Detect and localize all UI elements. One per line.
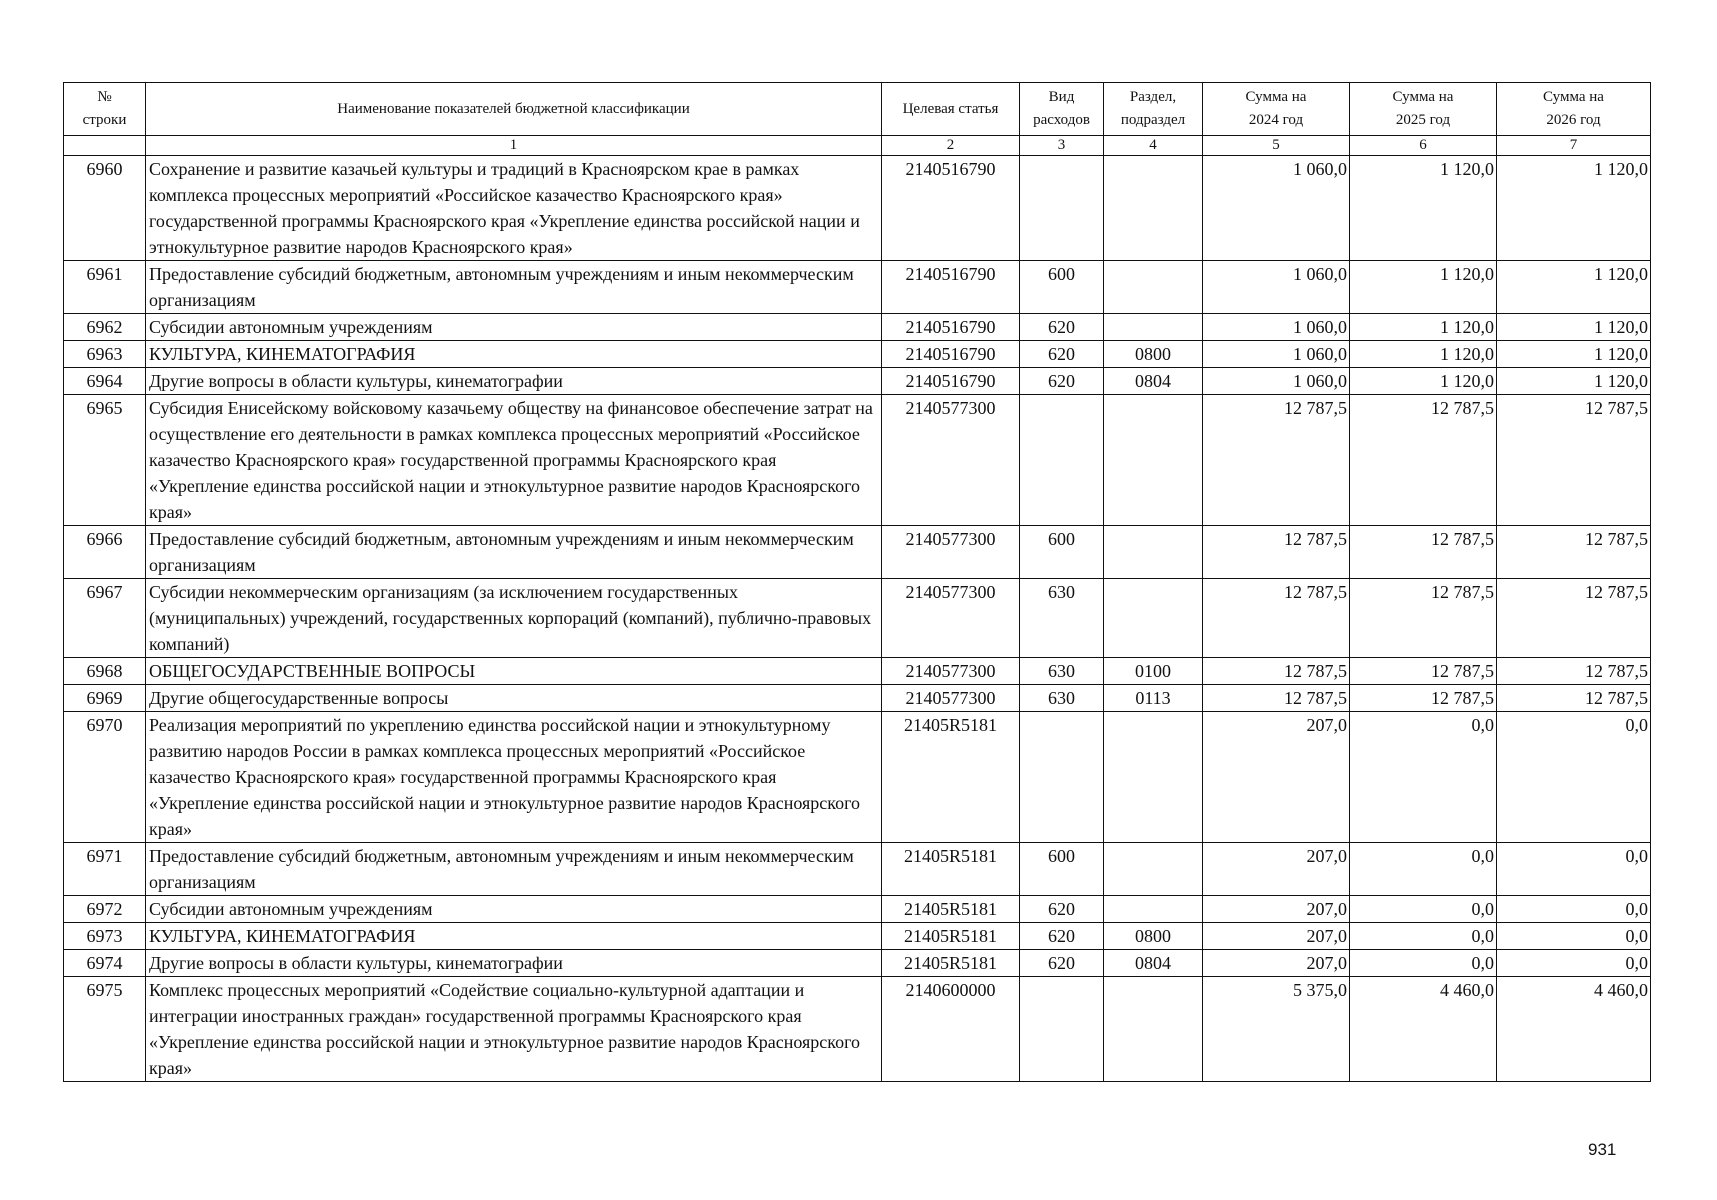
table-row xyxy=(64,712,1651,843)
sum-2025-cell: 0,0 xyxy=(1350,950,1497,977)
column-index: 1 xyxy=(146,136,882,156)
sum-2026-cell: 12 787,5 xyxy=(1497,658,1651,685)
sum-2025-cell: 0,0 xyxy=(1350,843,1497,896)
sum-2026-cell: 0,0 xyxy=(1497,843,1651,896)
name-cell: ОБЩЕГОСУДАРСТВЕННЫЕ ВОПРОСЫ xyxy=(146,658,882,685)
expense-type-cell: 620 xyxy=(1020,341,1104,368)
header-target-article: Целевая статья xyxy=(882,83,1020,136)
sum-2026-cell: 0,0 xyxy=(1497,896,1651,923)
sum-2026-cell: 1 120,0 xyxy=(1497,341,1651,368)
column-index: 7 xyxy=(1497,136,1651,156)
header-sum-2024: Сумма на 2024 год xyxy=(1203,83,1350,136)
column-index: 6 xyxy=(1350,136,1497,156)
sum-2024-cell: 207,0 xyxy=(1203,950,1350,977)
expense-type-cell: 630 xyxy=(1020,658,1104,685)
sum-2026-cell: 12 787,5 xyxy=(1497,685,1651,712)
sum-2025-cell: 4 460,0 xyxy=(1350,977,1497,1082)
table-row xyxy=(64,261,1651,314)
table-row xyxy=(64,156,1651,261)
header-row-number: № строки xyxy=(64,83,146,136)
target-article-cell: 2140516790 xyxy=(882,156,1020,261)
target-article-cell: 2140516790 xyxy=(882,314,1020,341)
name-cell: Комплекс процессных мероприятий «Содействие социально-культурной адаптации и интеграции иностранных граждан» государственной программы Красноярского края «Укрепление единства российской нации и этнокультурное развитие народов Красноярского края» xyxy=(146,977,882,1082)
section-cell xyxy=(1104,712,1203,843)
expense-type-cell: 600 xyxy=(1020,843,1104,896)
row-number-cell: 6968 xyxy=(64,658,146,685)
row-number-cell: 6971 xyxy=(64,843,146,896)
section-cell xyxy=(1104,977,1203,1082)
name-cell: Предоставление субсидий бюджетным, автономным учреждениям и иным некоммерческим организациям xyxy=(146,261,882,314)
sum-2025-cell: 12 787,5 xyxy=(1350,579,1497,658)
column-index: 5 xyxy=(1203,136,1350,156)
table-row xyxy=(64,368,1651,395)
section-cell xyxy=(1104,579,1203,658)
sum-2026-cell: 1 120,0 xyxy=(1497,156,1651,261)
target-article-cell: 2140577300 xyxy=(882,526,1020,579)
table-header-row xyxy=(64,83,1651,136)
sum-2025-cell: 1 120,0 xyxy=(1350,261,1497,314)
expense-type-cell: 620 xyxy=(1020,368,1104,395)
sum-2026-cell: 0,0 xyxy=(1497,950,1651,977)
name-cell: Субсидии автономным учреждениям xyxy=(146,314,882,341)
name-cell: Сохранение и развитие казачьей культуры и традиций в Красноярском крае в рамках комплекса процессных мероприятий «Российское казачество Красноярского края» государственной программы Красноярского края «Укрепление единства российской нации и этнокультурное развитие народов Красноярского края» xyxy=(146,156,882,261)
target-article-cell: 2140577300 xyxy=(882,395,1020,526)
sum-2026-cell: 1 120,0 xyxy=(1497,368,1651,395)
sum-2025-cell: 1 120,0 xyxy=(1350,368,1497,395)
sum-2025-cell: 1 120,0 xyxy=(1350,156,1497,261)
target-article-cell: 2140577300 xyxy=(882,579,1020,658)
expense-type-cell: 630 xyxy=(1020,685,1104,712)
sum-2026-cell: 1 120,0 xyxy=(1497,261,1651,314)
sum-2025-cell: 12 787,5 xyxy=(1350,526,1497,579)
table-row xyxy=(64,579,1651,658)
sum-2026-cell: 0,0 xyxy=(1497,923,1651,950)
row-number-cell: 6974 xyxy=(64,950,146,977)
budget-classification-table xyxy=(63,82,1651,1082)
sum-2025-cell: 1 120,0 xyxy=(1350,314,1497,341)
sum-2025-cell: 12 787,5 xyxy=(1350,685,1497,712)
row-number-cell: 6975 xyxy=(64,977,146,1082)
target-article-cell: 21405R5181 xyxy=(882,896,1020,923)
sum-2026-cell: 0,0 xyxy=(1497,712,1651,843)
table-row xyxy=(64,685,1651,712)
section-cell: 0100 xyxy=(1104,658,1203,685)
sum-2025-cell: 0,0 xyxy=(1350,896,1497,923)
header-expense-type: Вид расходов xyxy=(1020,83,1104,136)
row-number-cell: 6964 xyxy=(64,368,146,395)
column-index: 4 xyxy=(1104,136,1203,156)
section-cell xyxy=(1104,843,1203,896)
sum-2026-cell: 4 460,0 xyxy=(1497,977,1651,1082)
section-cell xyxy=(1104,314,1203,341)
table-row xyxy=(64,977,1651,1082)
row-number-cell: 6966 xyxy=(64,526,146,579)
sum-2024-cell: 12 787,5 xyxy=(1203,395,1350,526)
section-cell xyxy=(1104,395,1203,526)
budget-table-page xyxy=(63,82,1650,1082)
sum-2025-cell: 1 120,0 xyxy=(1350,341,1497,368)
section-cell xyxy=(1104,526,1203,579)
sum-2024-cell: 207,0 xyxy=(1203,896,1350,923)
expense-type-cell xyxy=(1020,977,1104,1082)
expense-type-cell xyxy=(1020,156,1104,261)
header-sum-2025: Сумма на 2025 год xyxy=(1350,83,1497,136)
expense-type-cell xyxy=(1020,712,1104,843)
name-cell: Другие вопросы в области культуры, кинематографии xyxy=(146,368,882,395)
sum-2024-cell: 207,0 xyxy=(1203,843,1350,896)
table-row xyxy=(64,395,1651,526)
name-cell: Предоставление субсидий бюджетным, автономным учреждениям и иным некоммерческим организациям xyxy=(146,843,882,896)
column-index: 2 xyxy=(882,136,1020,156)
header-sum-2026: Сумма на 2026 год xyxy=(1497,83,1651,136)
table-row xyxy=(64,526,1651,579)
section-cell: 0804 xyxy=(1104,950,1203,977)
target-article-cell: 2140577300 xyxy=(882,685,1020,712)
table-row xyxy=(64,950,1651,977)
target-article-cell: 21405R5181 xyxy=(882,923,1020,950)
name-cell: Субсидии некоммерческим организациям (за исключением государственных (муниципальных) учреждений, государственных корпораций (компаний), публично-правовых компаний) xyxy=(146,579,882,658)
sum-2024-cell: 207,0 xyxy=(1203,712,1350,843)
row-number-cell: 6965 xyxy=(64,395,146,526)
target-article-cell: 21405R5181 xyxy=(882,950,1020,977)
expense-type-cell: 620 xyxy=(1020,950,1104,977)
sum-2024-cell: 12 787,5 xyxy=(1203,685,1350,712)
row-number-cell: 6967 xyxy=(64,579,146,658)
section-cell: 0113 xyxy=(1104,685,1203,712)
sum-2026-cell: 12 787,5 xyxy=(1497,579,1651,658)
expense-type-cell: 600 xyxy=(1020,526,1104,579)
expense-type-cell: 620 xyxy=(1020,896,1104,923)
header-name: Наименование показателей бюджетной классификации xyxy=(146,83,882,136)
row-number-cell: 6962 xyxy=(64,314,146,341)
table-body xyxy=(64,156,1651,1082)
table-row xyxy=(64,843,1651,896)
section-cell: 0800 xyxy=(1104,341,1203,368)
sum-2026-cell: 12 787,5 xyxy=(1497,395,1651,526)
sum-2026-cell: 12 787,5 xyxy=(1497,526,1651,579)
sum-2024-cell: 1 060,0 xyxy=(1203,314,1350,341)
table-row xyxy=(64,923,1651,950)
row-number-cell: 6960 xyxy=(64,156,146,261)
section-cell: 0804 xyxy=(1104,368,1203,395)
expense-type-cell: 630 xyxy=(1020,579,1104,658)
sum-2026-cell: 1 120,0 xyxy=(1497,314,1651,341)
sum-2024-cell: 1 060,0 xyxy=(1203,261,1350,314)
header-section: Раздел, подраздел xyxy=(1104,83,1203,136)
sum-2025-cell: 0,0 xyxy=(1350,923,1497,950)
sum-2024-cell: 12 787,5 xyxy=(1203,526,1350,579)
target-article-cell: 2140577300 xyxy=(882,658,1020,685)
row-number-cell: 6970 xyxy=(64,712,146,843)
section-cell xyxy=(1104,261,1203,314)
table-row xyxy=(64,314,1651,341)
sum-2024-cell: 1 060,0 xyxy=(1203,156,1350,261)
column-index: 3 xyxy=(1020,136,1104,156)
name-cell: Другие общегосударственные вопросы xyxy=(146,685,882,712)
name-cell: КУЛЬТУРА, КИНЕМАТОГРАФИЯ xyxy=(146,923,882,950)
name-cell: Субсидии автономным учреждениям xyxy=(146,896,882,923)
expense-type-cell: 620 xyxy=(1020,314,1104,341)
section-cell xyxy=(1104,896,1203,923)
row-number-cell: 6961 xyxy=(64,261,146,314)
section-cell xyxy=(1104,156,1203,261)
row-number-cell: 6973 xyxy=(64,923,146,950)
sum-2025-cell: 0,0 xyxy=(1350,712,1497,843)
sum-2024-cell: 1 060,0 xyxy=(1203,368,1350,395)
target-article-cell: 21405R5181 xyxy=(882,843,1020,896)
target-article-cell: 2140516790 xyxy=(882,261,1020,314)
sum-2024-cell: 1 060,0 xyxy=(1203,341,1350,368)
name-cell: Другие вопросы в области культуры, кинематографии xyxy=(146,950,882,977)
target-article-cell: 2140516790 xyxy=(882,368,1020,395)
section-cell: 0800 xyxy=(1104,923,1203,950)
sum-2025-cell: 12 787,5 xyxy=(1350,395,1497,526)
table-row xyxy=(64,341,1651,368)
sum-2024-cell: 207,0 xyxy=(1203,923,1350,950)
column-index xyxy=(64,136,146,156)
name-cell: Предоставление субсидий бюджетным, автономным учреждениям и иным некоммерческим организациям xyxy=(146,526,882,579)
page-number: 931 xyxy=(1588,1140,1617,1159)
expense-type-cell: 620 xyxy=(1020,923,1104,950)
name-cell: Субсидия Енисейскому войсковому казачьему обществу на финансовое обеспечение затрат на осуществление его деятельности в рамках комплекса процессных мероприятий «Российское казачество Красноярского края» государственной программы Красноярского края «Укрепление единства российской нации и этнокультурное развитие народов Красноярского края» xyxy=(146,395,882,526)
sum-2024-cell: 12 787,5 xyxy=(1203,579,1350,658)
row-number-cell: 6969 xyxy=(64,685,146,712)
target-article-cell: 21405R5181 xyxy=(882,712,1020,843)
target-article-cell: 2140516790 xyxy=(882,341,1020,368)
expense-type-cell xyxy=(1020,395,1104,526)
column-index-row xyxy=(64,136,1651,156)
sum-2024-cell: 12 787,5 xyxy=(1203,658,1350,685)
target-article-cell: 2140600000 xyxy=(882,977,1020,1082)
expense-type-cell: 600 xyxy=(1020,261,1104,314)
sum-2025-cell: 12 787,5 xyxy=(1350,658,1497,685)
name-cell: КУЛЬТУРА, КИНЕМАТОГРАФИЯ xyxy=(146,341,882,368)
row-number-cell: 6972 xyxy=(64,896,146,923)
table-row xyxy=(64,658,1651,685)
sum-2024-cell: 5 375,0 xyxy=(1203,977,1350,1082)
table-row xyxy=(64,896,1651,923)
row-number-cell: 6963 xyxy=(64,341,146,368)
name-cell: Реализация мероприятий по укреплению единства российской нации и этнокультурному развитию народов России в рамках комплекса процессных мероприятий «Российское казачество Красноярского края» государственной программы Красноярского края «Укрепление единства российской нации и этнокультурное развитие народов Красноярского края» xyxy=(146,712,882,843)
